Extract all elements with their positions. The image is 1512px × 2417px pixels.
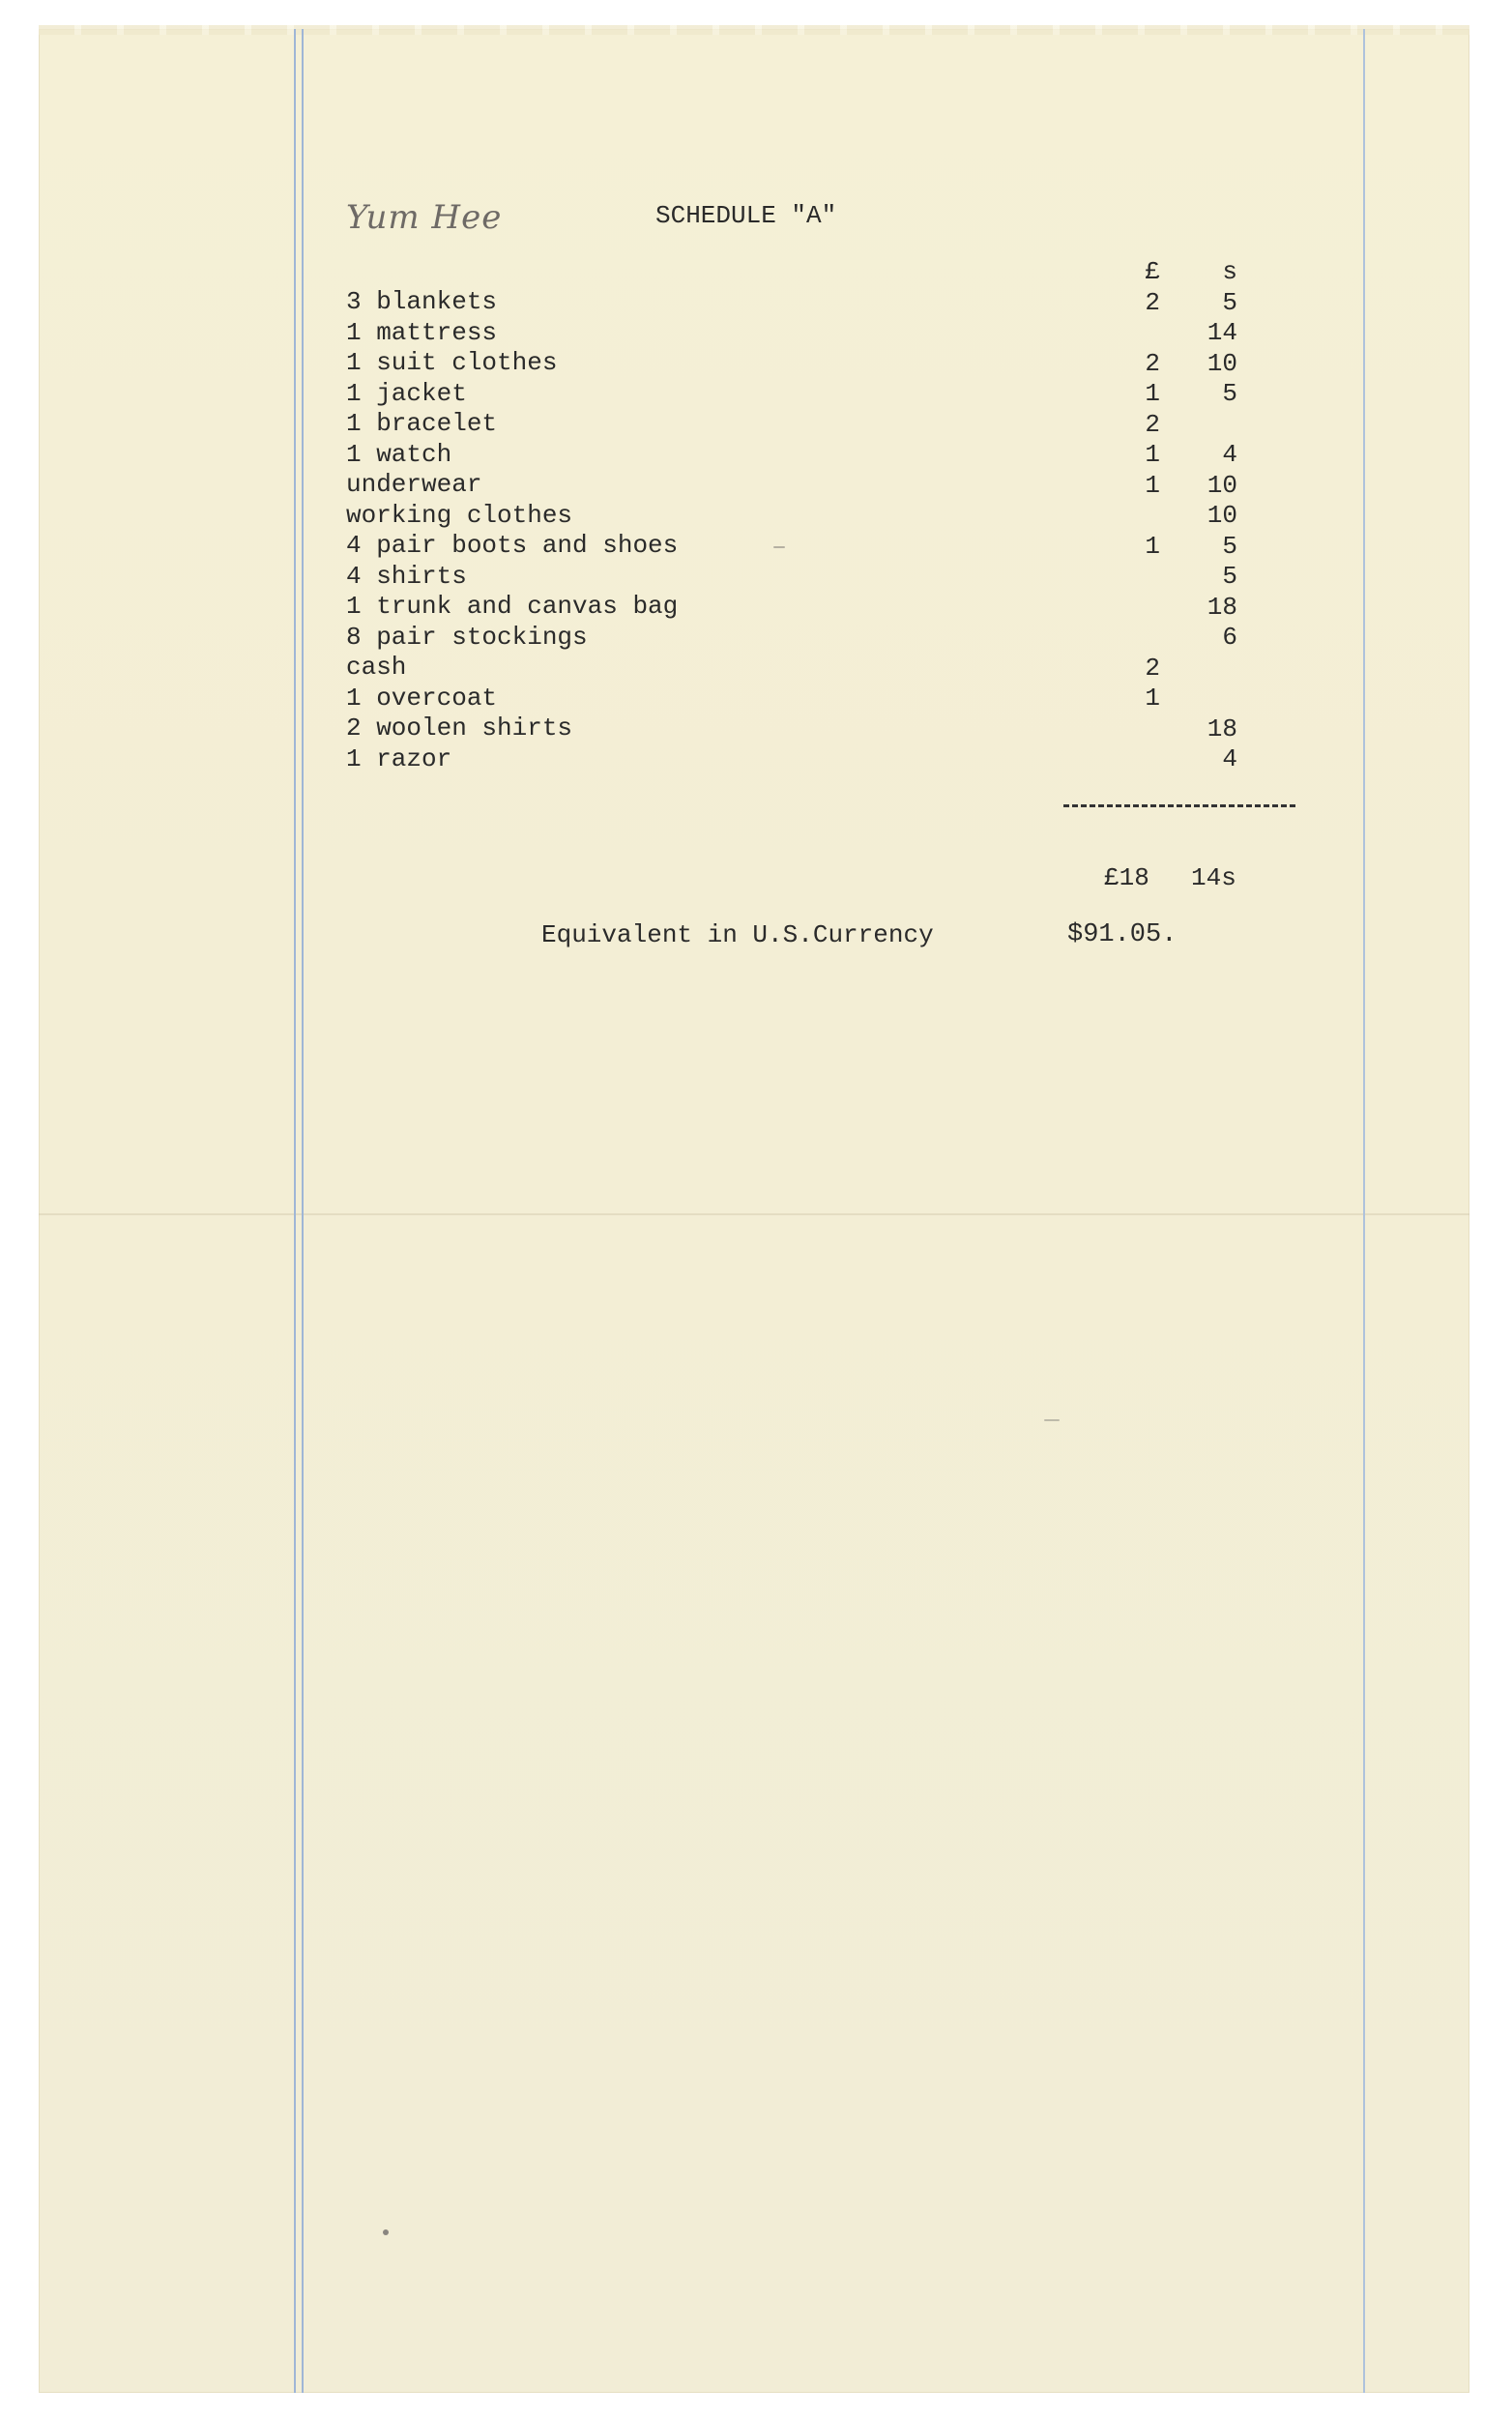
ink-dot [383, 2229, 389, 2235]
item-shillings: 10 [1207, 348, 1237, 378]
item-pounds: 1 [1145, 379, 1160, 408]
item-description: 1 razor [346, 743, 452, 773]
item-pounds: 1 [1145, 684, 1160, 713]
item-description: 1 overcoat [346, 683, 498, 713]
item-shillings: 18 [1207, 592, 1237, 622]
item-pounds: 1 [1145, 440, 1160, 469]
equivalent-label: Equivalent in U.S.Currency [541, 920, 934, 949]
item-shillings [1170, 410, 1237, 441]
item-pounds [1092, 501, 1160, 532]
item-shillings: 5 [1222, 531, 1237, 561]
item-description: working clothes [346, 500, 573, 530]
schedule-title: SCHEDULE "A" [655, 201, 837, 230]
item-description: 1 suit clothes [346, 348, 558, 377]
item-pounds [1092, 714, 1160, 745]
item-description: 1 trunk and canvas bag [346, 592, 679, 621]
item-pounds: 2 [1145, 348, 1160, 378]
item-description: cash [346, 653, 407, 682]
item-pounds: 2 [1145, 287, 1160, 317]
item-description: 1 bracelet [346, 409, 498, 438]
item-shillings [1170, 684, 1237, 714]
ink-mark [773, 546, 785, 548]
item-description: underwear [346, 470, 482, 499]
ink-mark [1044, 1419, 1060, 1421]
item-description: 8 pair stockings [346, 622, 588, 652]
item-pounds: 1 [1145, 470, 1160, 500]
shillings-column [1170, 257, 1237, 775]
item-pounds [1092, 623, 1160, 654]
item-shillings: 4 [1222, 744, 1237, 773]
item-description: 2 woolen shirts [346, 713, 573, 743]
item-pounds [1092, 744, 1160, 775]
total-rule [1063, 804, 1295, 807]
shillings-header: s [1222, 257, 1237, 286]
item-shillings: 6 [1222, 623, 1237, 652]
item-shillings: 5 [1222, 562, 1237, 591]
item-pounds: 2 [1145, 653, 1160, 683]
pounds-column [1092, 257, 1160, 775]
item-shillings: 5 [1222, 379, 1237, 408]
item-shillings: 5 [1222, 287, 1237, 317]
item-pounds: 1 [1145, 531, 1160, 561]
item-description: 4 shirts [346, 561, 467, 591]
item-pounds: 2 [1145, 409, 1160, 439]
paper-fold [39, 1213, 1469, 1215]
document-sheet [39, 29, 1469, 2393]
item-shillings: 10 [1207, 470, 1237, 500]
item-description: 1 mattress [346, 317, 498, 347]
items-list [346, 287, 678, 774]
total-shillings: 14s [1191, 863, 1236, 892]
right-margin-line [1363, 29, 1365, 2393]
item-shillings: 4 [1222, 440, 1237, 469]
torn-top-edge [39, 25, 1469, 35]
item-description: 3 blankets [346, 287, 498, 316]
handwritten-name: Yum Hee [346, 198, 503, 237]
item-description: 1 watch [346, 439, 452, 469]
item-description: 1 jacket [346, 378, 467, 408]
item-shillings: 10 [1207, 501, 1237, 530]
total-pounds: £18 [1104, 863, 1149, 892]
item-shillings [1170, 654, 1237, 684]
item-pounds [1092, 562, 1160, 593]
left-margin-line [294, 29, 296, 2393]
item-pounds [1092, 318, 1160, 349]
left-margin-line-inner [302, 29, 304, 2393]
equivalent-value: $91.05. [1067, 920, 1178, 949]
item-pounds [1092, 593, 1160, 624]
pounds-header: £ [1145, 257, 1160, 286]
item-shillings: 14 [1207, 318, 1237, 347]
item-description: 4 pair boots and shoes [346, 531, 679, 560]
item-shillings: 18 [1207, 713, 1237, 743]
